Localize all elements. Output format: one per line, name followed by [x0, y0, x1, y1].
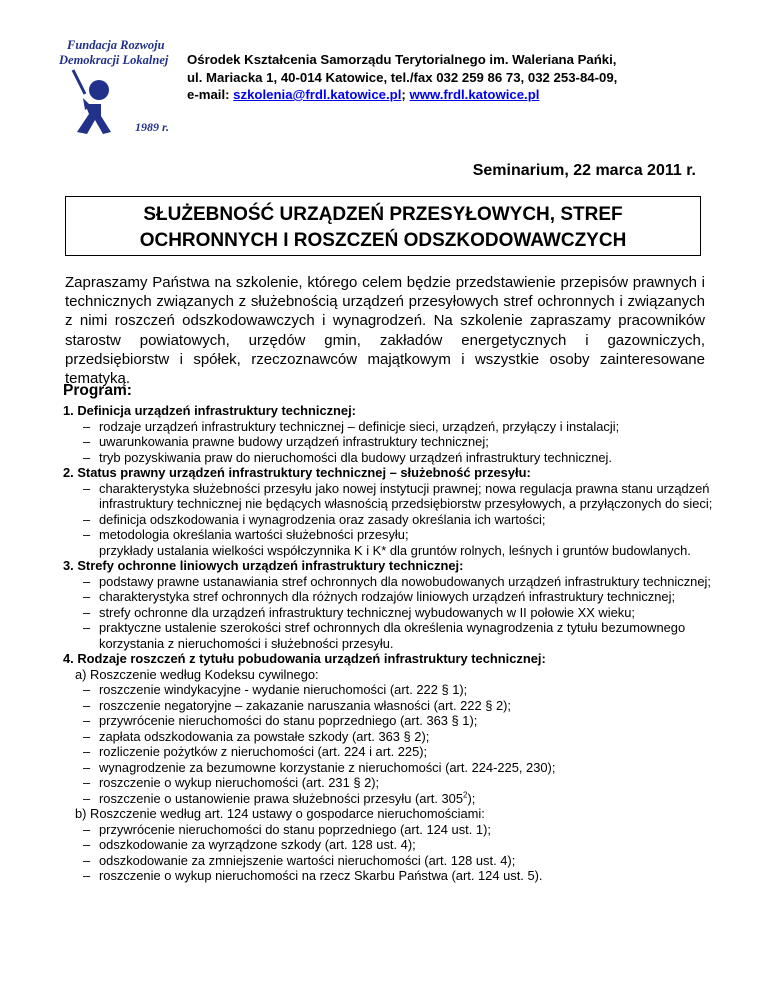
list-note: przykłady ustalania wielkości współczynnika K i K* dla gruntów rolnych, leśnych i gruntów budowlanych. — [99, 542, 691, 558]
logo-line-1: Fundacja Rozwoju — [67, 38, 165, 52]
institution-header — [187, 51, 617, 104]
intro-paragraph: Zapraszamy Państwa na szkolenie, którego celem będzie przedstawienie przepisów prawnych i technicznych związanych z służebnością urządzeń przesyłowych stref ochronnych i związanych z nimi roszczeń odszkodowawczych i wynagrodzeń. Na szkolenie zapraszamy pracowników starostw powiatowych, urzędów gmin, zakładów energetycznych i gazowniczych, przedsiębiorstw i spółek, rzeczoznawców majątkowym i wszystkie osoby zainteresowane tematyką. — [65, 274, 705, 388]
website-link[interactable]: www.frdl.katowice.pl — [409, 87, 540, 102]
list-item: – wynagrodzenie za bezumowne korzystanie z nieruchomości (art. 224-225, 230); — [83, 759, 556, 775]
section-4-title: 4. Rodzaje roszczeń z tytułu pobudowania urządzeń infrastruktury technicznej: — [63, 651, 546, 666]
link-separator: ; — [401, 87, 410, 102]
document-title — [65, 196, 701, 256]
header-line-2: ul. Mariacka 1, 40-014 Katowice, tel./fax 032 259 86 73, 032 253-84-09, — [187, 69, 618, 85]
list-item: – uwarunkowania prawne budowy urządzeń infrastruktury technicznej; — [83, 434, 489, 449]
email-label: e-mail: — [187, 87, 234, 102]
list-item: – roszczenie negatoryjne – zakazanie naruszania własności (art. 222 § 2); — [83, 697, 512, 713]
email-link[interactable]: szkolenia@frdl.katowice.pl — [233, 87, 402, 102]
list-item: – strefy ochronne dla urządzeń infrastruktury technicznej wybudowanych w II połowie XX wieku; — [83, 604, 635, 620]
list-item: – roszczenie o wykup nieruchomości (art. 231 § 2); — [83, 775, 380, 790]
list-item: – rodzaje urządzeń infrastruktury technicznej – definicje sieci, urządzeń, przyłączy i instalacji; — [83, 418, 620, 434]
seminar-date: Seminarium, 22 marca 2011 r. — [472, 162, 696, 179]
list-item: – roszczenie o wykup nieruchomości na rzecz Skarbu Państwa (art. 124 ust. 5). — [83, 868, 543, 883]
header-line-3 — [187, 86, 617, 104]
list-item: – metodologia określania wartości służebności przesyłu; — [83, 527, 409, 542]
list-item: – odszkodowanie za wyrządzone szkody (art. 128 ust. 4); — [83, 837, 416, 852]
program-list — [63, 403, 723, 884]
list-item: – charakterystyka służebności przesyłu jako nowej instytucji prawnej; nowa regulacja prawna stanu urządzeń infrastruktury technicznej nie będących własnością przedsiębiorstw przesyłowych, a przyłączonych do sieci; — [83, 480, 713, 511]
header-line-1: Ośrodek Kształcenia Samorządu Terytorialnego im. Waleriana Pańki, — [187, 52, 617, 67]
list-item: – rozliczenie pożytków z nieruchomości (art. 224 i art. 225); — [83, 744, 428, 759]
foundation-logo — [55, 38, 185, 138]
subsection-b-title: b) Roszczenie według art. 124 ustawy o gospodarce nieruchomościami: — [75, 806, 485, 821]
list-item: – odszkodowanie za zmniejszenie wartości nieruchomości (art. 128 ust. 4); — [83, 852, 516, 868]
logo-line-2: Demokracji Lokalnej — [59, 53, 169, 67]
running-figure-icon — [55, 68, 135, 138]
list-item: – przywrócenie nieruchomości do stanu poprzedniego (art. 124 ust. 1); — [83, 821, 491, 837]
title-line-1: SŁUŻEBNOŚĆ URZĄDZEŃ PRZESYŁOWYCH, STREF — [143, 204, 623, 225]
list-item: – charakterystyka stref ochronnych dla różnych rodzajów liniowych urządzeń infrastruktury technicznej; — [83, 589, 676, 604]
section-2-title: 2. Status prawny urządzeń infrastruktury technicznej – służebność przesyłu: — [63, 465, 531, 480]
list-item: – podstawy prawne ustanawiania stref ochronnych dla nowobudowanych urządzeń infrastruktury technicznej; — [83, 573, 711, 589]
list-item: – zapłata odszkodowania za powstałe szkody (art. 363 § 2); — [83, 728, 430, 744]
subsection-a-title: a) Roszczenie według Kodeksu cywilnego: — [75, 666, 319, 682]
list-item: – praktyczne ustalenie szerokości stref ochronnych dla określenia wynagrodzenia z tytułu bezumownego korzystania z nieruchomości i służebności przesyłu. — [83, 620, 686, 651]
section-3-title: 3. Strefy ochronne liniowych urządzeń infrastruktury technicznej: — [63, 558, 464, 573]
list-item: – definicja odszkodowania i wynagrodzenia oraz zasady określania ich wartości; — [83, 511, 546, 527]
logo-year: 1989 r. — [135, 120, 170, 134]
list-item: – tryb pozyskiwania praw do nieruchomości dla budowy urządzeń infrastruktury technicznej. — [83, 449, 613, 465]
section-1-title: 1. Definicja urządzeń infrastruktury technicznej: — [63, 403, 356, 418]
title-line-2: OCHRONNYCH I ROSZCZEŃ ODSZKODOWAWCZYCH — [139, 230, 627, 251]
list-item: – przywrócenie nieruchomości do stanu poprzedniego (art. 363 § 1); — [83, 713, 478, 728]
logo-text — [59, 38, 189, 68]
list-item: – roszczenie o ustanowienie prawa służebności przesyłu (art. $305^2$); — [83, 790, 476, 806]
program-heading: Program: — [63, 382, 132, 399]
list-item: – roszczenie windykacyjne - wydanie nieruchomości (art. 222 § 1); — [83, 682, 468, 697]
